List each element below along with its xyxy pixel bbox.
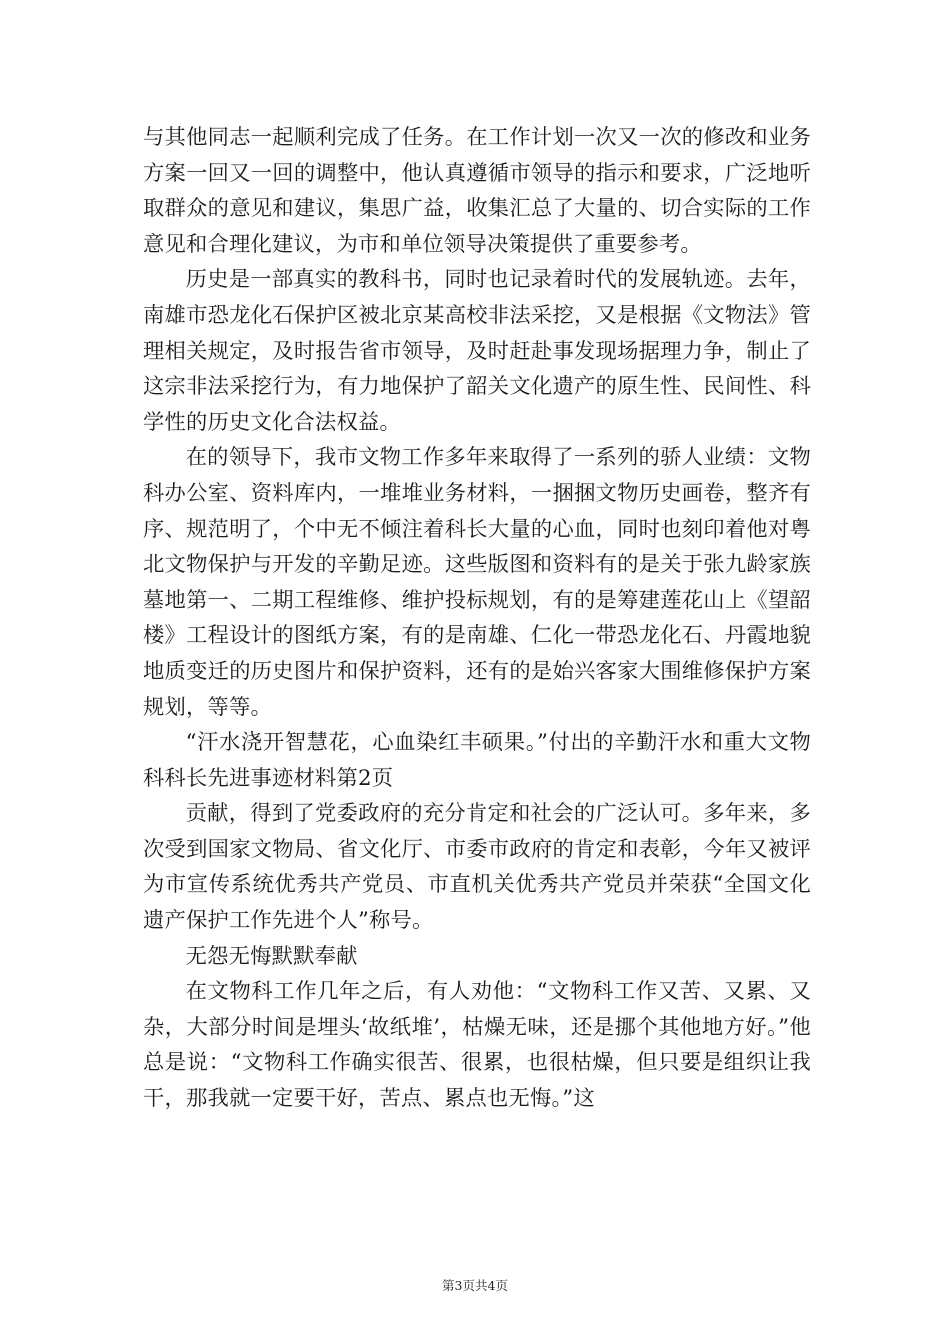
paragraph-dedication: 在文物科工作几年之后，有人劝他：“文物科工作又苦、又累、又杂，大部分时间是埋头‘故纸堆’，枯燥无味，还是挪个其他地方好。”他总是说：“文物科工作确实很苦、很累，也很枯燥，但只要是组织让我干，那我就一定要干好，苦点、累点也无悔。”这: [143, 979, 811, 1112]
paragraph-achievements: 在的领导下，我市文物工作多年来取得了一系列的骄人业绩：文物科办公室、资料库内，一堆堆业务材料，一捆捆文物历史画卷，整齐有序、规范明了，个中无不倾注着科长大量的心血，同时也刻印着他对粤北文物保护与开发的辛勤足迹。这些版图和资料有的是关于张九龄家族墓地第一、二期工程维修、维护投标规划，有的是筹建莲花山上《望韶楼》工程设计的图纸方案，有的是南雄、仁化一带恐龙化石、丹霞地貌地质变迁的历史图片和保护资料，还有的是始兴客家大围维修保护方案规划，等等。: [143, 445, 811, 720]
paragraph-history: 历史是一部真实的教科书，同时也记录着时代的发展轨迹。去年，南雄市恐龙化石保护区被北京某高校非法采挖，又是根据《文物法》管理相关规定，及时报告省市领导，及时赶赴事发现场据理力争，制止了这宗非法采挖行为，有力地保护了韶关文化遗产的原生性、民间性、科学性的历史文化合法权益。: [143, 267, 811, 435]
paragraph-continuation: 与其他同志一起顺利完成了任务。在工作计划一次又一次的修改和业务方案一回又一回的调整中，他认真遵循市领导的指示和要求，广泛地听取群众的意见和建议，集思广益，收集汇总了大量的、切合实际的工作意见和合理化建议，为市和单位领导决策提供了重要参考。: [143, 125, 811, 257]
paragraph-contribution: 贡献，得到了党委政府的充分肯定和社会的广泛认可。多年来，多次受到国家文物局、省文化厅、市委市政府的肯定和表彰，今年又被评为市宣传系统优秀共产党员、市直机关优秀共产党员并荣获“全国文化遗产保护工作先进个人”称号。: [143, 801, 811, 934]
paragraph-quote: “汗水浇开智慧花，心血染红丰硕果。”付出的辛勤汗水和重大文物科科长先进事迹材料第2页: [143, 730, 811, 791]
section-heading: 无怨无悔默默奉献: [185, 943, 358, 969]
page-number-footer: 第3页共4页: [442, 1278, 508, 1293]
document-body: [143, 120, 811, 1117]
